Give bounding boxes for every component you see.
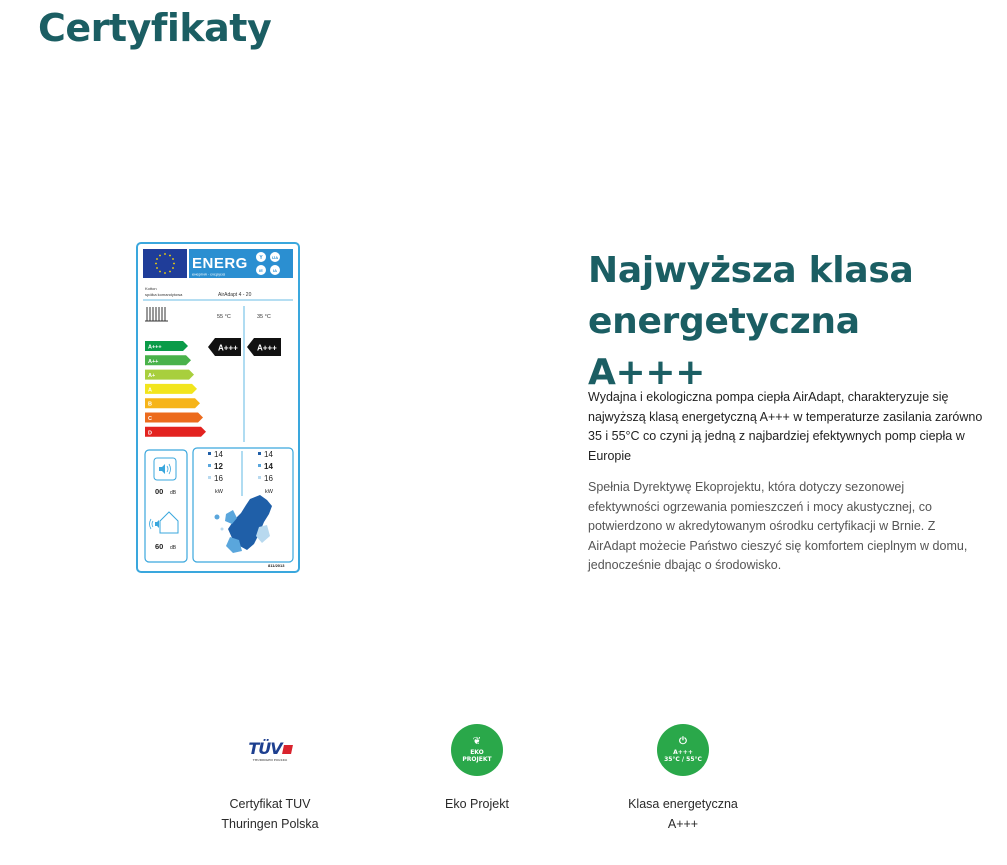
- description-paragraph-2: Spełnia Dyrektywę Ekoprojektu, która dotyczy sezonowej efektywności ogrzewania pomieszczeń i mocy akustycznej, co potwierdzono w akredytowanym ośrodku certyfikacji w Brnie. Z AirAdapt możecie Państwo cieszyć się komfortem cieplnym w domu, jednocześnie dbając o środowisko.: [588, 480, 968, 572]
- certificate-tuv-line1: Certyfikat TUV: [229, 797, 311, 811]
- label-suffix: Y: [259, 255, 263, 261]
- energy-class-label: C: [148, 416, 152, 422]
- energy-class-label: A++: [148, 358, 159, 365]
- certificate-energy-class: [603, 722, 763, 834]
- section-headline: Najwyższa klasa energetyczna A+++: [588, 250, 914, 393]
- noise-unit: dB: [170, 490, 177, 496]
- energy-class-label: A+: [148, 373, 156, 380]
- power-35-cold: 14: [264, 450, 273, 459]
- label-suffix: IJA: [271, 255, 279, 260]
- power-55-warm: 16: [214, 474, 223, 483]
- temp-55: 55 °C: [217, 314, 231, 320]
- energy-subtitle: енергия · ενεργεια: [192, 271, 226, 277]
- europe-climate-map-icon: [215, 495, 273, 553]
- power-unit: kW: [265, 489, 273, 495]
- supplier-name: Kotton: [145, 286, 157, 291]
- description-paragraph-1: Wydajna i ekologiczna pompa ciepła AirAdapt, charakteryzuje się najwyższą klasą energetyczną A+++ w temperaturze zasilania zarówno 35 i 55°C co czyni ją jedną z najbardziej efektywnych pomp ciepła w Europie: [588, 390, 983, 463]
- power-35-warm: 16: [264, 474, 273, 483]
- power-35-average: 14: [264, 462, 273, 471]
- energy-class-scale: [145, 341, 206, 437]
- model-name: AirAdapt 4 - 20: [218, 292, 252, 298]
- radiator-icon: [145, 307, 168, 321]
- energy-class-badge: ⏻ A+++ 35°C / 55°C: [657, 724, 709, 776]
- noise-outdoor: 60: [155, 542, 164, 551]
- plug-icon: ⏻: [679, 736, 687, 747]
- eko-projekt-badge: ❦ EKO PROJEKT: [451, 724, 503, 776]
- label-suffix: IE: [259, 268, 263, 273]
- certificate-eko-projekt: [397, 722, 557, 814]
- energy-label-image: [136, 242, 300, 573]
- power-55-cold: 14: [214, 450, 223, 459]
- label-suffix: IA: [273, 268, 277, 273]
- tuv-logo-icon: TÜV THURINGEN POLSKA: [248, 739, 291, 762]
- certificate-energy-line2: A+++: [667, 817, 699, 831]
- energy-class-bar: [145, 427, 206, 437]
- energy-class-bar: [145, 413, 203, 423]
- energy-class-bar: [145, 398, 200, 408]
- certificate-tuv-line2: Thuringen Polska: [221, 817, 319, 831]
- energy-class-bar: [145, 384, 197, 394]
- certificate-tuv: [190, 722, 350, 834]
- energy-brand: ENERG: [192, 255, 248, 272]
- leaf-icon: ❦: [472, 736, 482, 747]
- supplier-type: spółka komandytowa: [145, 292, 183, 297]
- outdoor-sound-icon: [160, 512, 178, 533]
- temp-35: 35 °C: [257, 314, 271, 320]
- certificate-eko-line1: Eko Projekt: [445, 797, 509, 811]
- regulation-number: 811/2013: [268, 563, 285, 568]
- energy-class-label: D: [148, 430, 152, 437]
- rating-55: A+++: [218, 343, 238, 353]
- noise-unit: dB: [170, 545, 177, 551]
- power-55-average: 12: [214, 462, 223, 471]
- energy-class-label: A+++: [148, 344, 162, 351]
- noise-indoor: 00: [155, 487, 164, 496]
- power-unit: kW: [215, 489, 223, 495]
- energy-class-label: B: [148, 401, 152, 408]
- rating-35: A+++: [257, 343, 277, 353]
- energy-class-label: A: [148, 387, 152, 394]
- energy-label-graphic: [138, 244, 298, 571]
- page-title: Certyfikaty: [38, 6, 272, 50]
- certificate-energy-line1: Klasa energetyczna: [628, 797, 738, 811]
